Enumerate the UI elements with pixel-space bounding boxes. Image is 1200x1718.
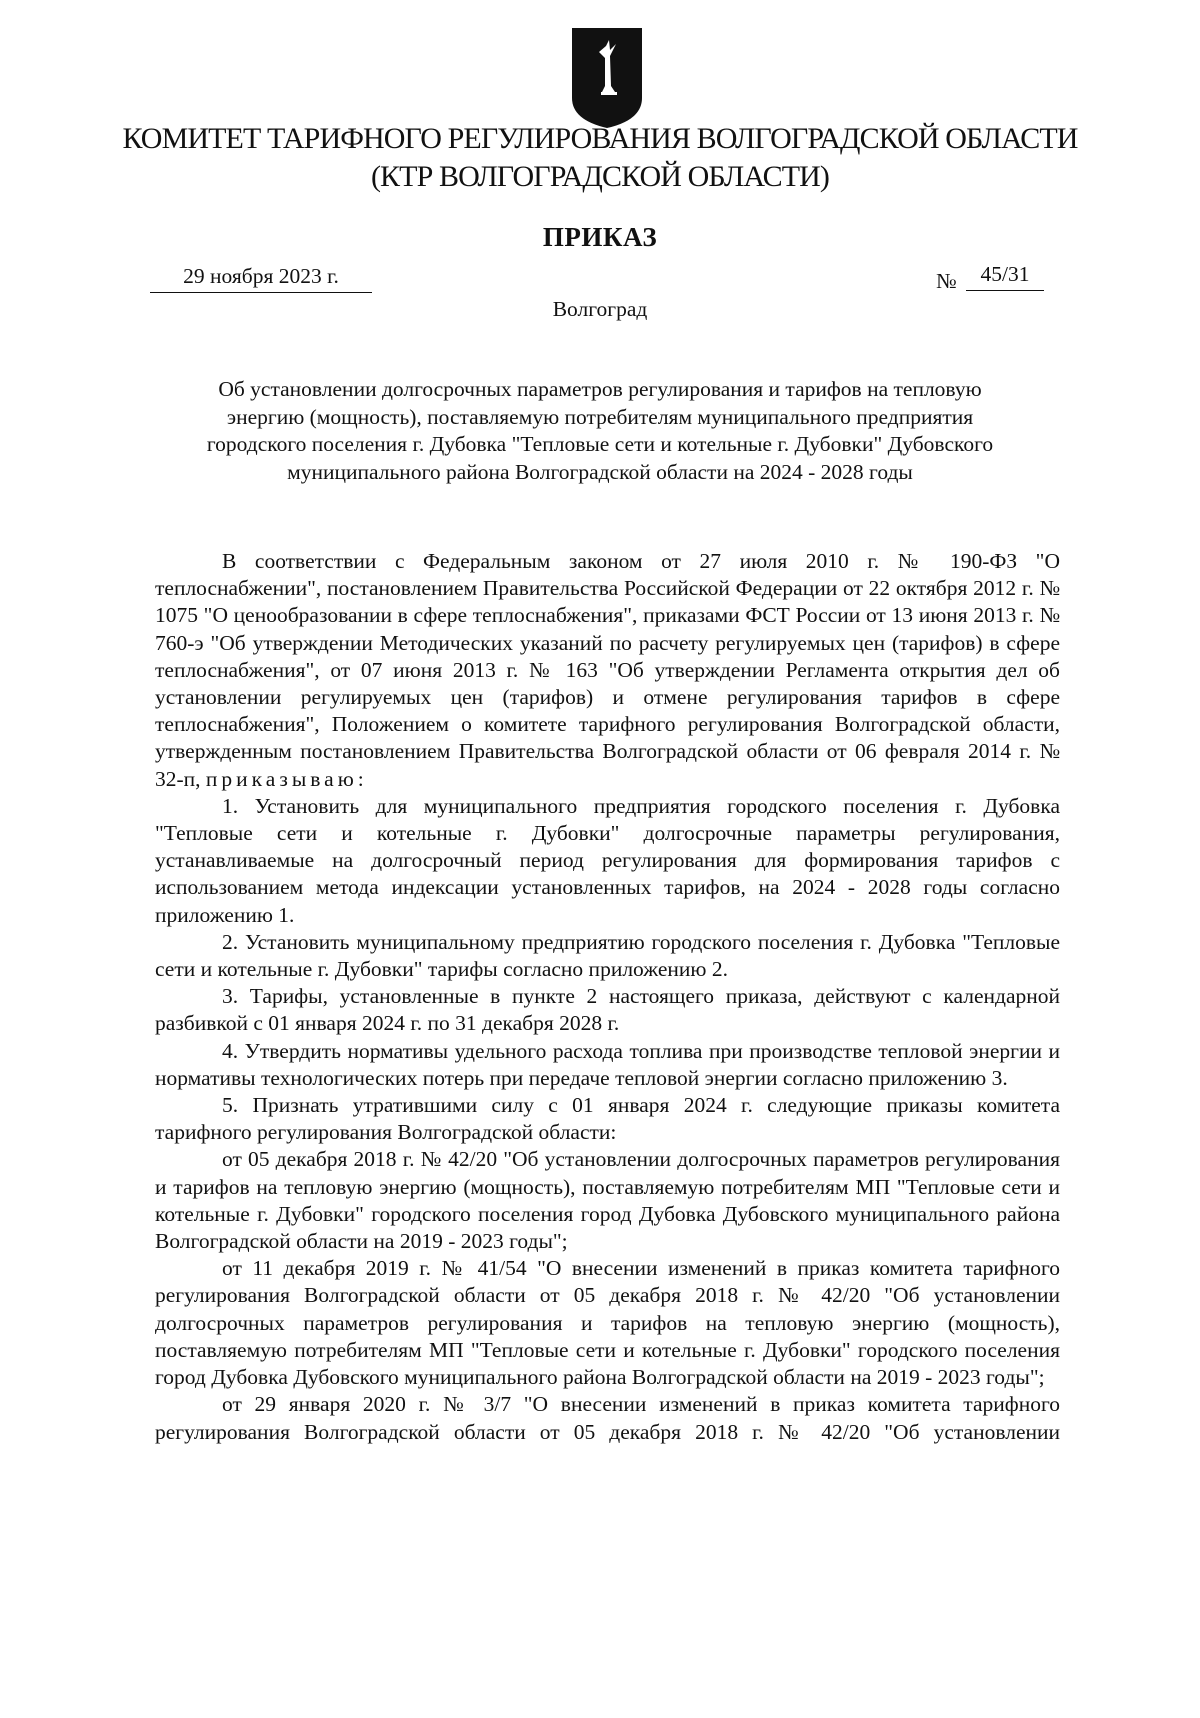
order-item-5: 5. Признать утратившими силу с 01 января 2024 г. следующие приказы комитета тарифного регулирования Волгоградской области:: [155, 1093, 1060, 1145]
document-body: [155, 548, 1060, 1446]
subject-line: городского поселения г. Дубовка "Тепловые сети и котельные г. Дубовки" Дубовского: [206, 432, 994, 456]
preamble-paragraph: [155, 548, 1060, 793]
subject-line: энергию (мощность), поставляемую потребителям муниципального предприятия: [226, 404, 974, 429]
organization-title: [100, 120, 1100, 196]
order-item-4: 4. Утвердить нормативы удельного расхода топлива при производстве тепловой энергии и нормативы технологических потерь при передаче тепловой энергии согласно приложению 3.: [155, 1038, 1060, 1090]
repealed-order-1: от 05 декабря 2018 г. № 42/20 "Об установлении долгосрочных параметров регулирования и тарифов на тепловую энергию (мощность), поставляемую потребителям МП "Тепловые сети и котельные г. Дубовки" городского поселения город Дубовка Дубовского муниципального района Волгоградской области на 2019 - 2023 годы";: [155, 1147, 1060, 1254]
organization-name: КОМИТЕТ ТАРИФНОГО РЕГУЛИРОВАНИЯ ВОЛГОГРАДСКОЙ ОБЛАСТИ: [122, 122, 1078, 155]
document-date: 29 ноября 2023 г.: [150, 260, 372, 293]
repealed-order-3: от 29 января 2020 г. № 3/7 "О внесении изменений в приказ комитета тарифного регулирования Волгоградской области от 05 декабря 2018 г. № 42/20 "Об установлении: [155, 1392, 1060, 1444]
order-item-1: 1. Установить для муниципального предприятия городского поселения г. Дубовка "Тепловые сети и котельные г. Дубовки" долгосрочные параметры регулирования, устанавливаемые на долгосрочный период регулирования для формирования тарифов с использованием метода индексации установленных тарифов, на 2024 - 2028 годы согласно приложению 1.: [155, 793, 1060, 927]
volgograd-emblem-icon: [572, 28, 642, 128]
preamble-text: В соответствии с Федеральным законом от 27 июля 2010 г. № 190-ФЗ "О теплоснабжении", постановлением Правительства Российской Федерации от 22 октября 2012 г. № 1075 "О ценообразовании в сфере теплоснабжения", приказами ФСТ России от 13 июня 2013 г. № 760-э "Об утверждении Методических указаний по расчету регулируемых цен (тарифов) в сфере теплоснабжения", от 07 июня 2013 г. № 163 "Об утверждении Регламента открытия дел об установлении регулируемых цен (тарифов) и отмене регулирования тарифов в сфере теплоснабжения", Положением о комитете тарифного регулирования Волгоградской области, утвержденным постановлением Правительства Волгоградской области от 06 февраля 2014 г. № 32-п,: [155, 549, 1060, 791]
organization-abbreviation: (КТР ВОЛГОГРАДСКОЙ ОБЛАСТИ): [370, 160, 830, 193]
subject-line: муниципального района Волгоградской области на 2024 - 2028 годы: [287, 459, 913, 484]
document-subject: [150, 376, 1050, 486]
order-word: приказываю:: [205, 766, 368, 791]
repealed-order-2: от 11 декабря 2019 г. № 41/54 "О внесении изменений в приказ комитета тарифного регулирования Волгоградской области от 05 декабря 2018 г. № 42/20 "Об установлении долгосрочных параметров регулирования и тарифов на тепловую энергию (мощность), поставляемую потребителям МП "Тепловые сети и котельные г. Дубовки" городского поселения город Дубовка Дубовского муниципального района Волгоградской области на 2019 - 2023 годы";: [155, 1256, 1060, 1390]
document-number-label: №: [936, 269, 957, 293]
document-number: 45/31: [966, 258, 1044, 291]
order-item-2: 2. Установить муниципальному предприятию городского поселения г. Дубовка "Тепловые сети и котельные г. Дубовки" тарифы согласно приложению 2.: [155, 929, 1060, 982]
subject-line: Об установлении долгосрочных параметров регулирования и тарифов на тепловую: [218, 377, 982, 401]
document-city: Волгоград: [552, 297, 648, 321]
document-type: ПРИКАЗ: [542, 222, 658, 252]
order-item-3: 3. Тарифы, установленные в пункте 2 настоящего приказа, действуют с календарной разбивкой с 01 января 2024 г. по 31 декабря 2028 г.: [155, 984, 1060, 1036]
